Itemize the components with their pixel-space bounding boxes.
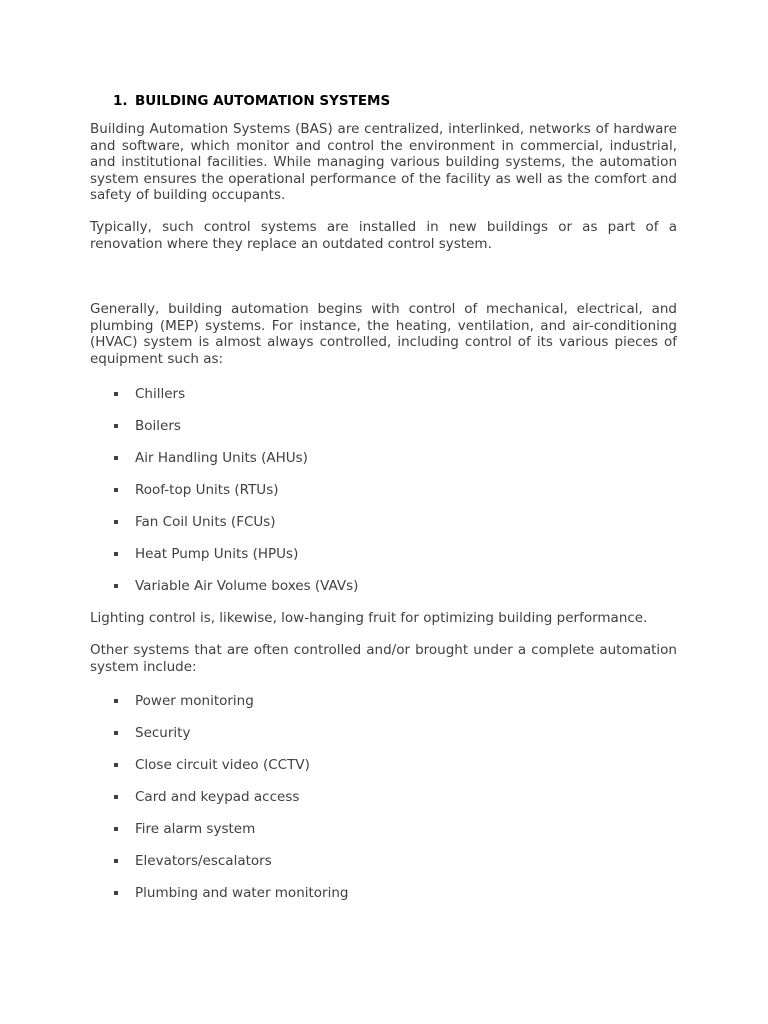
section-title: BUILDING AUTOMATION SYSTEMS: [135, 93, 391, 109]
bullet-square-icon: [114, 520, 118, 524]
bullet-square-icon: [114, 763, 118, 767]
list-item: Roof-top Units (RTUs): [90, 481, 677, 513]
bullet-square-icon: [114, 795, 118, 799]
equipment-list: [90, 385, 677, 609]
bullet-square-icon: [114, 699, 118, 703]
typically-paragraph: Typically, such control systems are installed in new buildings or as part of a renovation where they replace an outdated control system.: [90, 219, 677, 252]
list-item: Air Handling Units (AHUs): [90, 449, 677, 481]
list-item: Card and keypad access: [90, 788, 677, 820]
bullet-square-icon: [114, 584, 118, 588]
lighting-paragraph: Lighting control is, likewise, low-hanging fruit for optimizing building performance.: [90, 610, 648, 626]
other-systems-paragraph: Other systems that are often controlled and/or brought under a complete automation system include:: [90, 642, 677, 675]
bullet-square-icon: [114, 456, 118, 460]
bullet-square-icon: [114, 731, 118, 735]
bullet-square-icon: [114, 859, 118, 863]
list-item: Fan Coil Units (FCUs): [90, 513, 677, 545]
list-item: Elevators/escalators: [90, 852, 677, 884]
list-item: Chillers: [90, 385, 677, 417]
systems-list: [90, 692, 677, 916]
bullet-square-icon: [114, 552, 118, 556]
list-item: Security: [90, 724, 677, 756]
bullet-square-icon: [114, 891, 118, 895]
list-item: Heat Pump Units (HPUs): [90, 545, 677, 577]
section-heading: [113, 92, 390, 110]
list-item: Boilers: [90, 417, 677, 449]
generally-paragraph: Generally, building automation begins with control of mechanical, electrical, and plumbing (MEP) systems. For instance, the heating, ventilation, and air-conditioning (HVAC) system is almost always controlled, including control of its various pieces of equipment such as:: [90, 301, 677, 367]
list-item: Fire alarm system: [90, 820, 677, 852]
bullet-square-icon: [114, 424, 118, 428]
intro-paragraph: Building Automation Systems (BAS) are centralized, interlinked, networks of hardware and software, which monitor and control the environment in commercial, industrial, and institutional facilities. While managing various building systems, the automation system ensures the operational performance of the facility as well as the comfort and safety of building occupants.: [90, 121, 677, 203]
bullet-square-icon: [114, 488, 118, 492]
section-number: 1.: [113, 93, 128, 109]
bullet-square-icon: [114, 392, 118, 396]
list-item: Power monitoring: [90, 692, 677, 724]
list-item: Plumbing and water monitoring: [90, 884, 677, 916]
bullet-square-icon: [114, 827, 118, 831]
list-item: Variable Air Volume boxes (VAVs): [90, 577, 677, 609]
list-item: Close circuit video (CCTV): [90, 756, 677, 788]
